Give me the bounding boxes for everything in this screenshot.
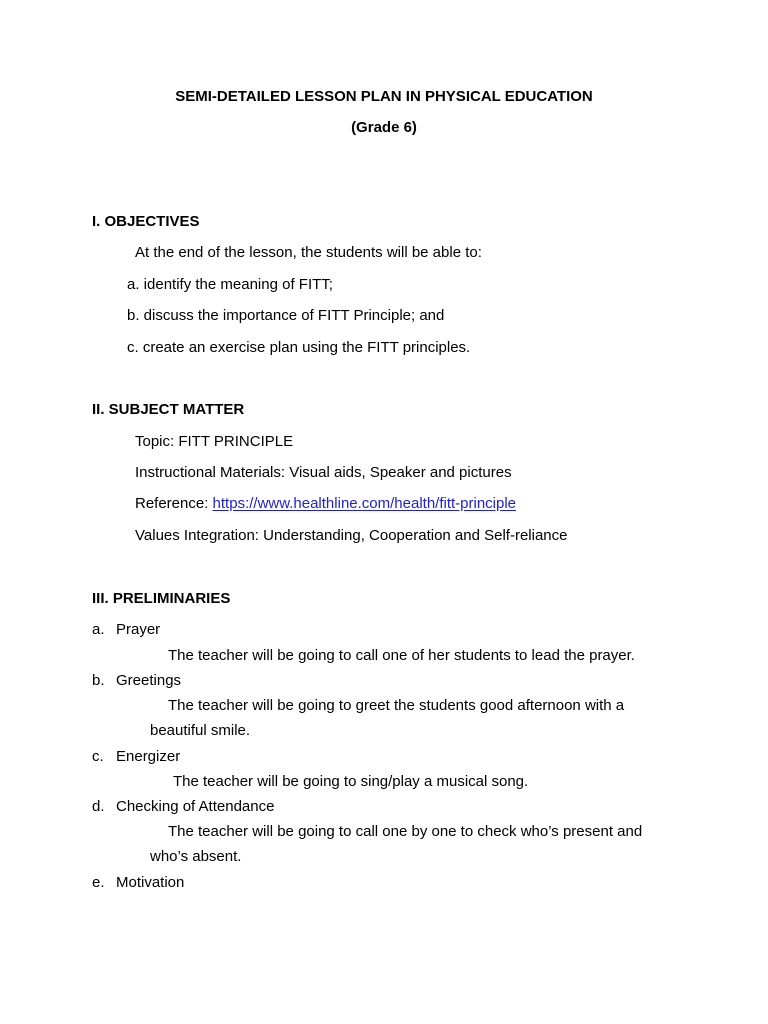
preliminary-desc-energizer: The teacher will be going to sing/play a musical song. — [173, 773, 529, 790]
list-marker: c. — [92, 748, 104, 765]
topic-line: Topic: FITT PRINCIPLE — [135, 433, 294, 450]
preliminary-desc-greetings-line2: beautiful smile. — [150, 722, 251, 739]
objectives-intro: At the end of the lesson, the students will be able to: — [135, 244, 482, 261]
document-subtitle: (Grade 6) — [351, 119, 417, 136]
subject-matter-heading: II. SUBJECT MATTER — [92, 401, 245, 418]
preliminary-desc-prayer: The teacher will be going to call one of her students to lead the prayer. — [168, 647, 635, 664]
list-marker: b. — [92, 672, 105, 689]
objectives-heading: I. OBJECTIVES — [92, 213, 200, 230]
list-marker: a. — [92, 621, 105, 638]
materials-line: Instructional Materials: Visual aids, Speaker and pictures — [135, 464, 512, 481]
preliminary-label-greetings: Greetings — [116, 672, 182, 689]
values-line: Values Integration: Understanding, Cooperation and Self-reliance — [135, 527, 568, 544]
document-title: SEMI-DETAILED LESSON PLAN IN PHYSICAL EDUCATION — [175, 88, 593, 105]
preliminary-label-prayer: Prayer — [116, 621, 161, 638]
preliminary-desc-attendance-line1: The teacher will be going to call one by one to check who’s present and — [168, 823, 643, 840]
reference-link[interactable]: https://www.healthline.com/health/fitt-principle — [212, 495, 517, 512]
list-marker: e. — [92, 874, 105, 891]
objective-item-a: a. identify the meaning of FITT; — [127, 276, 333, 293]
preliminary-label-motivation: Motivation — [116, 874, 185, 891]
objective-item-b: b. discuss the importance of FITT Principle; and — [127, 307, 445, 324]
objective-item-c: c. create an exercise plan using the FITT principles. — [127, 339, 471, 356]
reference-label: Reference: — [135, 495, 213, 512]
reference-line — [135, 496, 516, 511]
preliminary-label-energizer: Energizer — [116, 748, 181, 765]
preliminary-desc-greetings-line1: The teacher will be going to greet the students good afternoon with a — [168, 697, 625, 714]
list-marker: d. — [92, 798, 105, 815]
preliminary-label-attendance: Checking of Attendance — [116, 798, 275, 815]
preliminaries-heading: III. PRELIMINARIES — [92, 590, 231, 607]
preliminary-desc-attendance-line2: who’s absent. — [150, 848, 242, 865]
